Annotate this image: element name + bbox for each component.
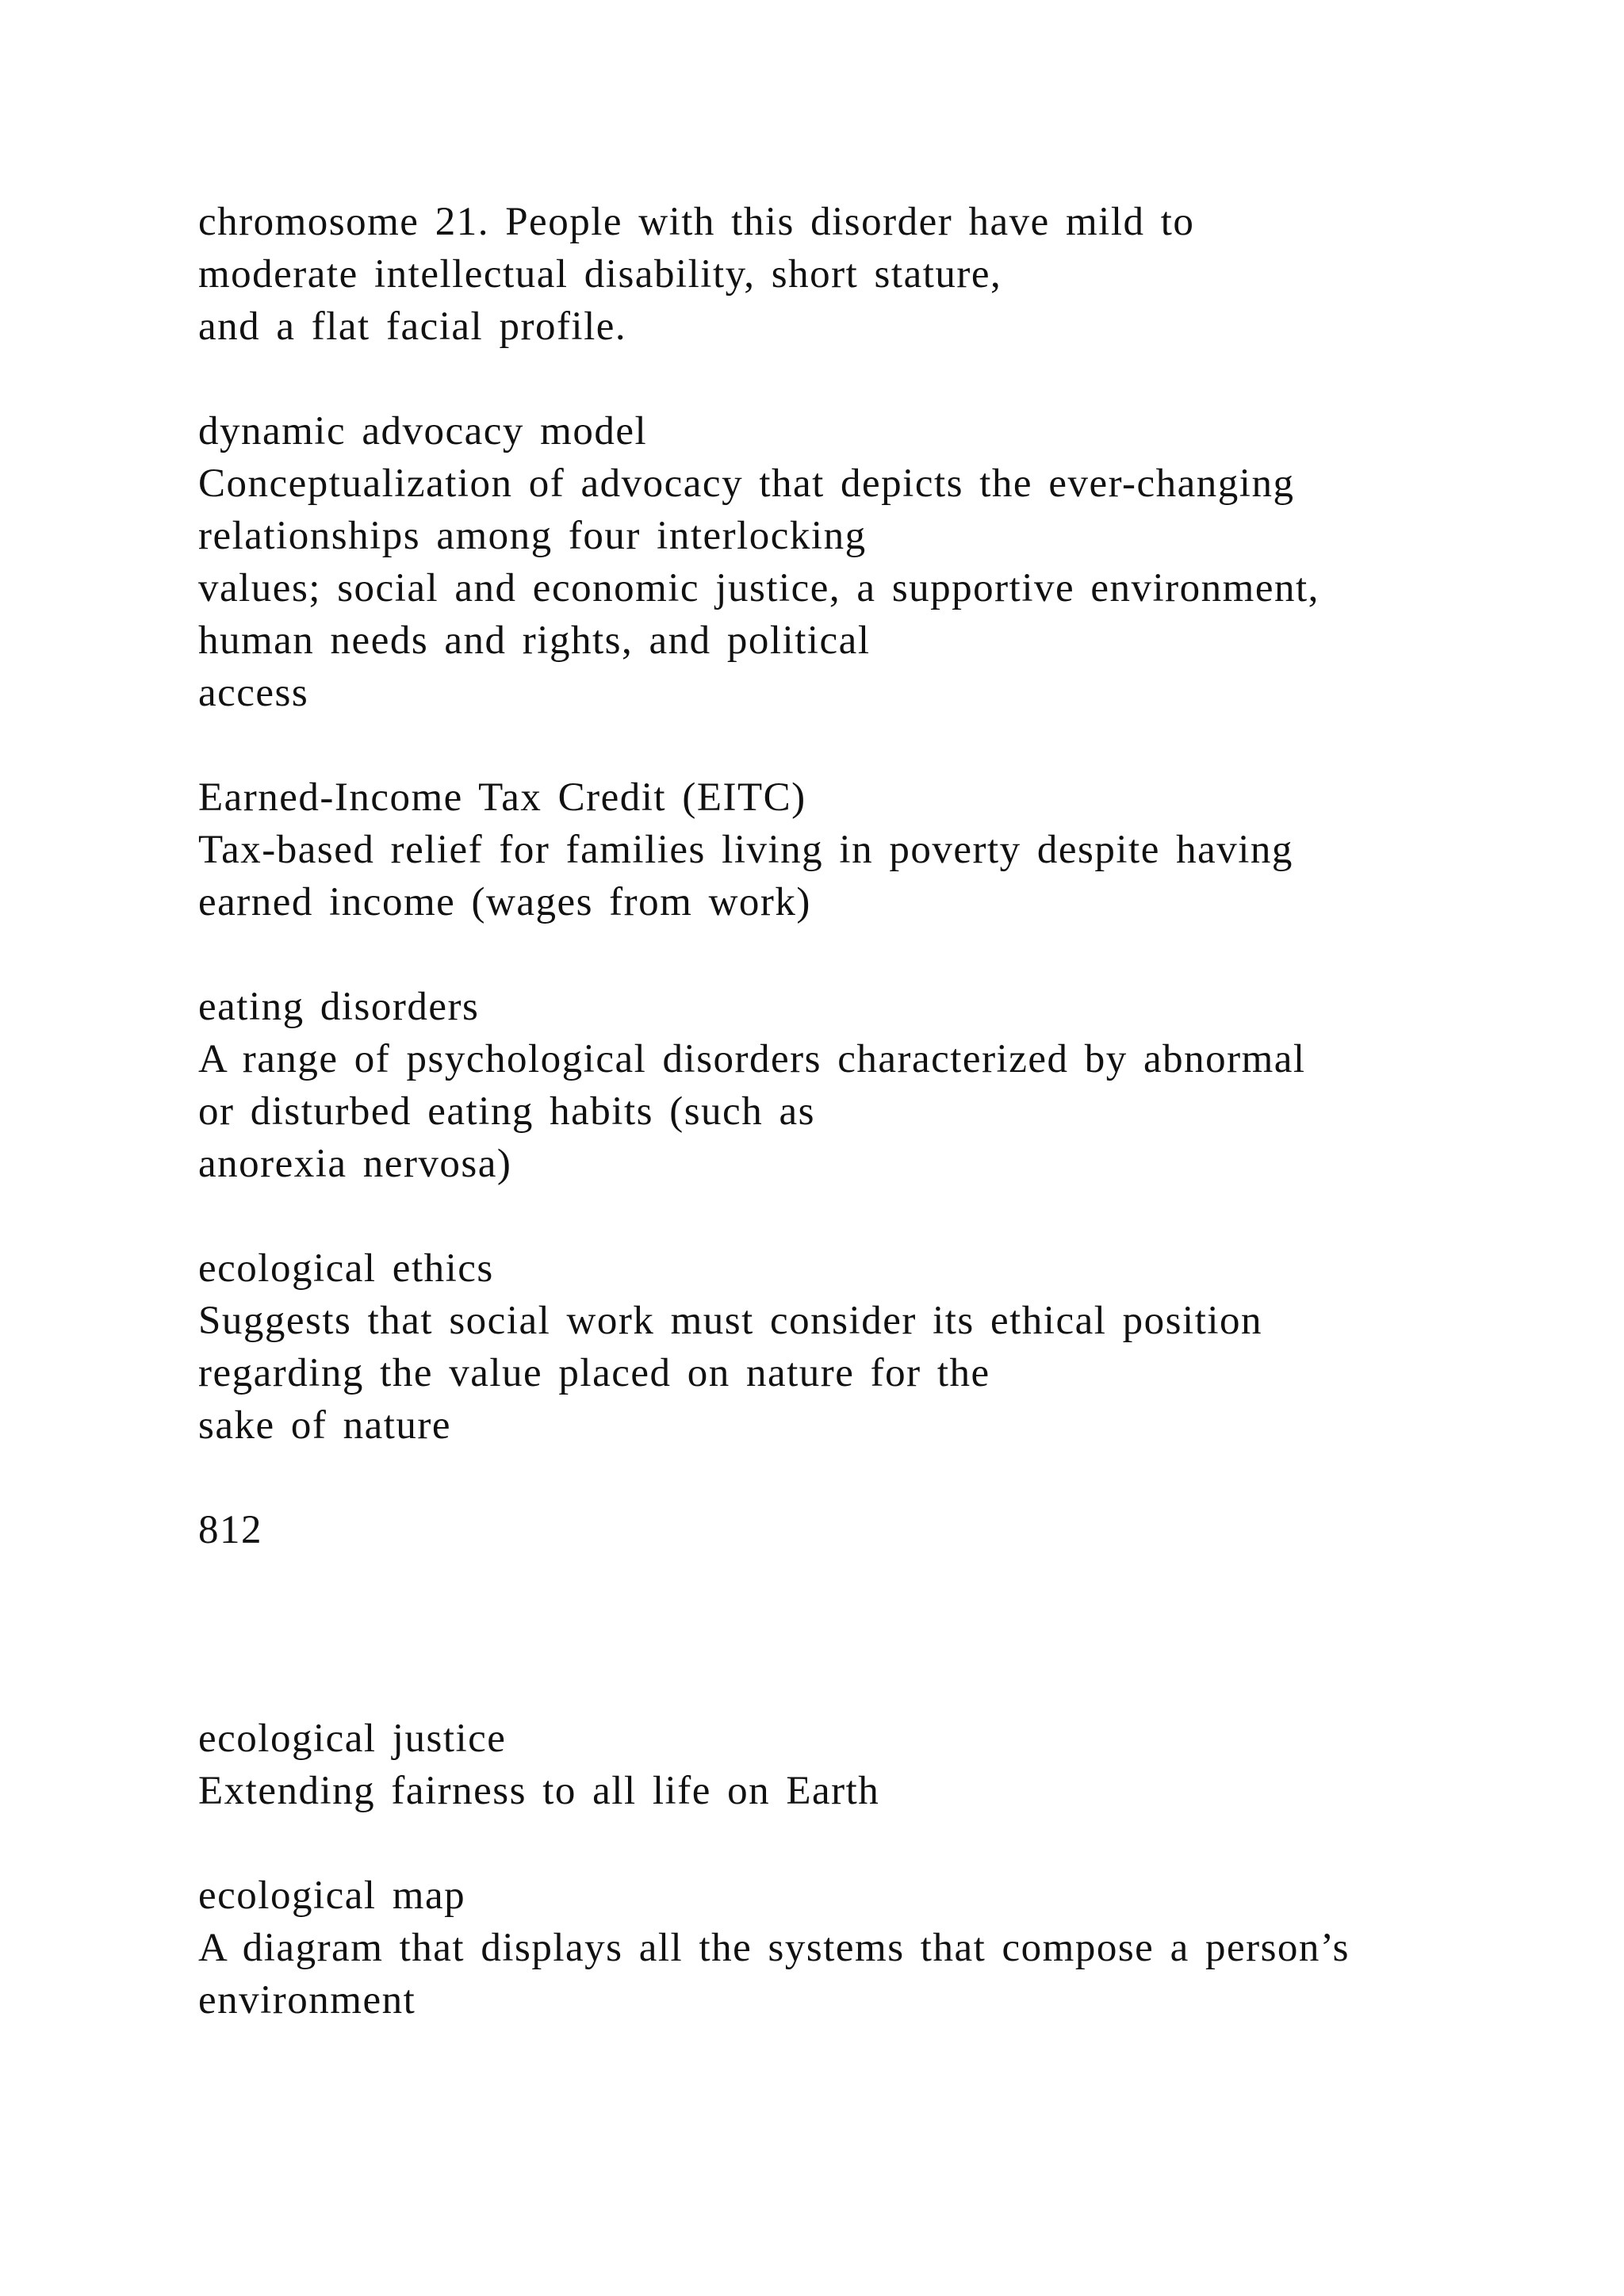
text-line: Tax-based relief for families living in poverty despite having	[198, 828, 1293, 872]
text-line: moderate intellectual disability, short stature,	[198, 252, 1002, 297]
text-line: anorexia nervosa)	[198, 1142, 512, 1186]
text-line: or disturbed eating habits (such as	[198, 1089, 815, 1134]
text-line: Extending fairness to all life on Earth	[198, 1769, 880, 1813]
text-line: human needs and rights, and political	[198, 618, 871, 663]
text-line: and a flat facial profile.	[198, 304, 627, 349]
glossary-term: ecological map	[198, 1873, 466, 1918]
text-line: environment	[198, 1978, 416, 2022]
text-line: relationships among four interlocking	[198, 514, 867, 558]
text-line: A range of psychological disorders characterized by abnormal	[198, 1037, 1306, 1081]
glossary-term: ecological justice	[198, 1716, 507, 1761]
page-number: 812	[198, 1508, 262, 1552]
text-line: earned income (wages from work)	[198, 880, 811, 924]
text-line: Suggests that social work must consider its ethical position	[198, 1299, 1263, 1343]
text-line: access	[198, 671, 309, 715]
text-line: A diagram that displays all the systems that compose a person’s	[198, 1926, 1350, 1970]
glossary-term: Earned-Income Tax Credit (EITC)	[198, 775, 806, 820]
text-line: sake of nature	[198, 1403, 452, 1448]
text-line: chromosome 21. People with this disorder have mild to	[198, 200, 1195, 244]
text-line: values; social and economic justice, a supportive environment,	[198, 566, 1320, 610]
glossary-term: ecological ethics	[198, 1246, 494, 1291]
text-line: Conceptualization of advocacy that depicts the ever-changing	[198, 461, 1295, 506]
glossary-term: eating disorders	[198, 985, 480, 1029]
glossary-term: dynamic advocacy model	[198, 409, 648, 453]
text-line: regarding the value placed on nature for the	[198, 1351, 990, 1395]
